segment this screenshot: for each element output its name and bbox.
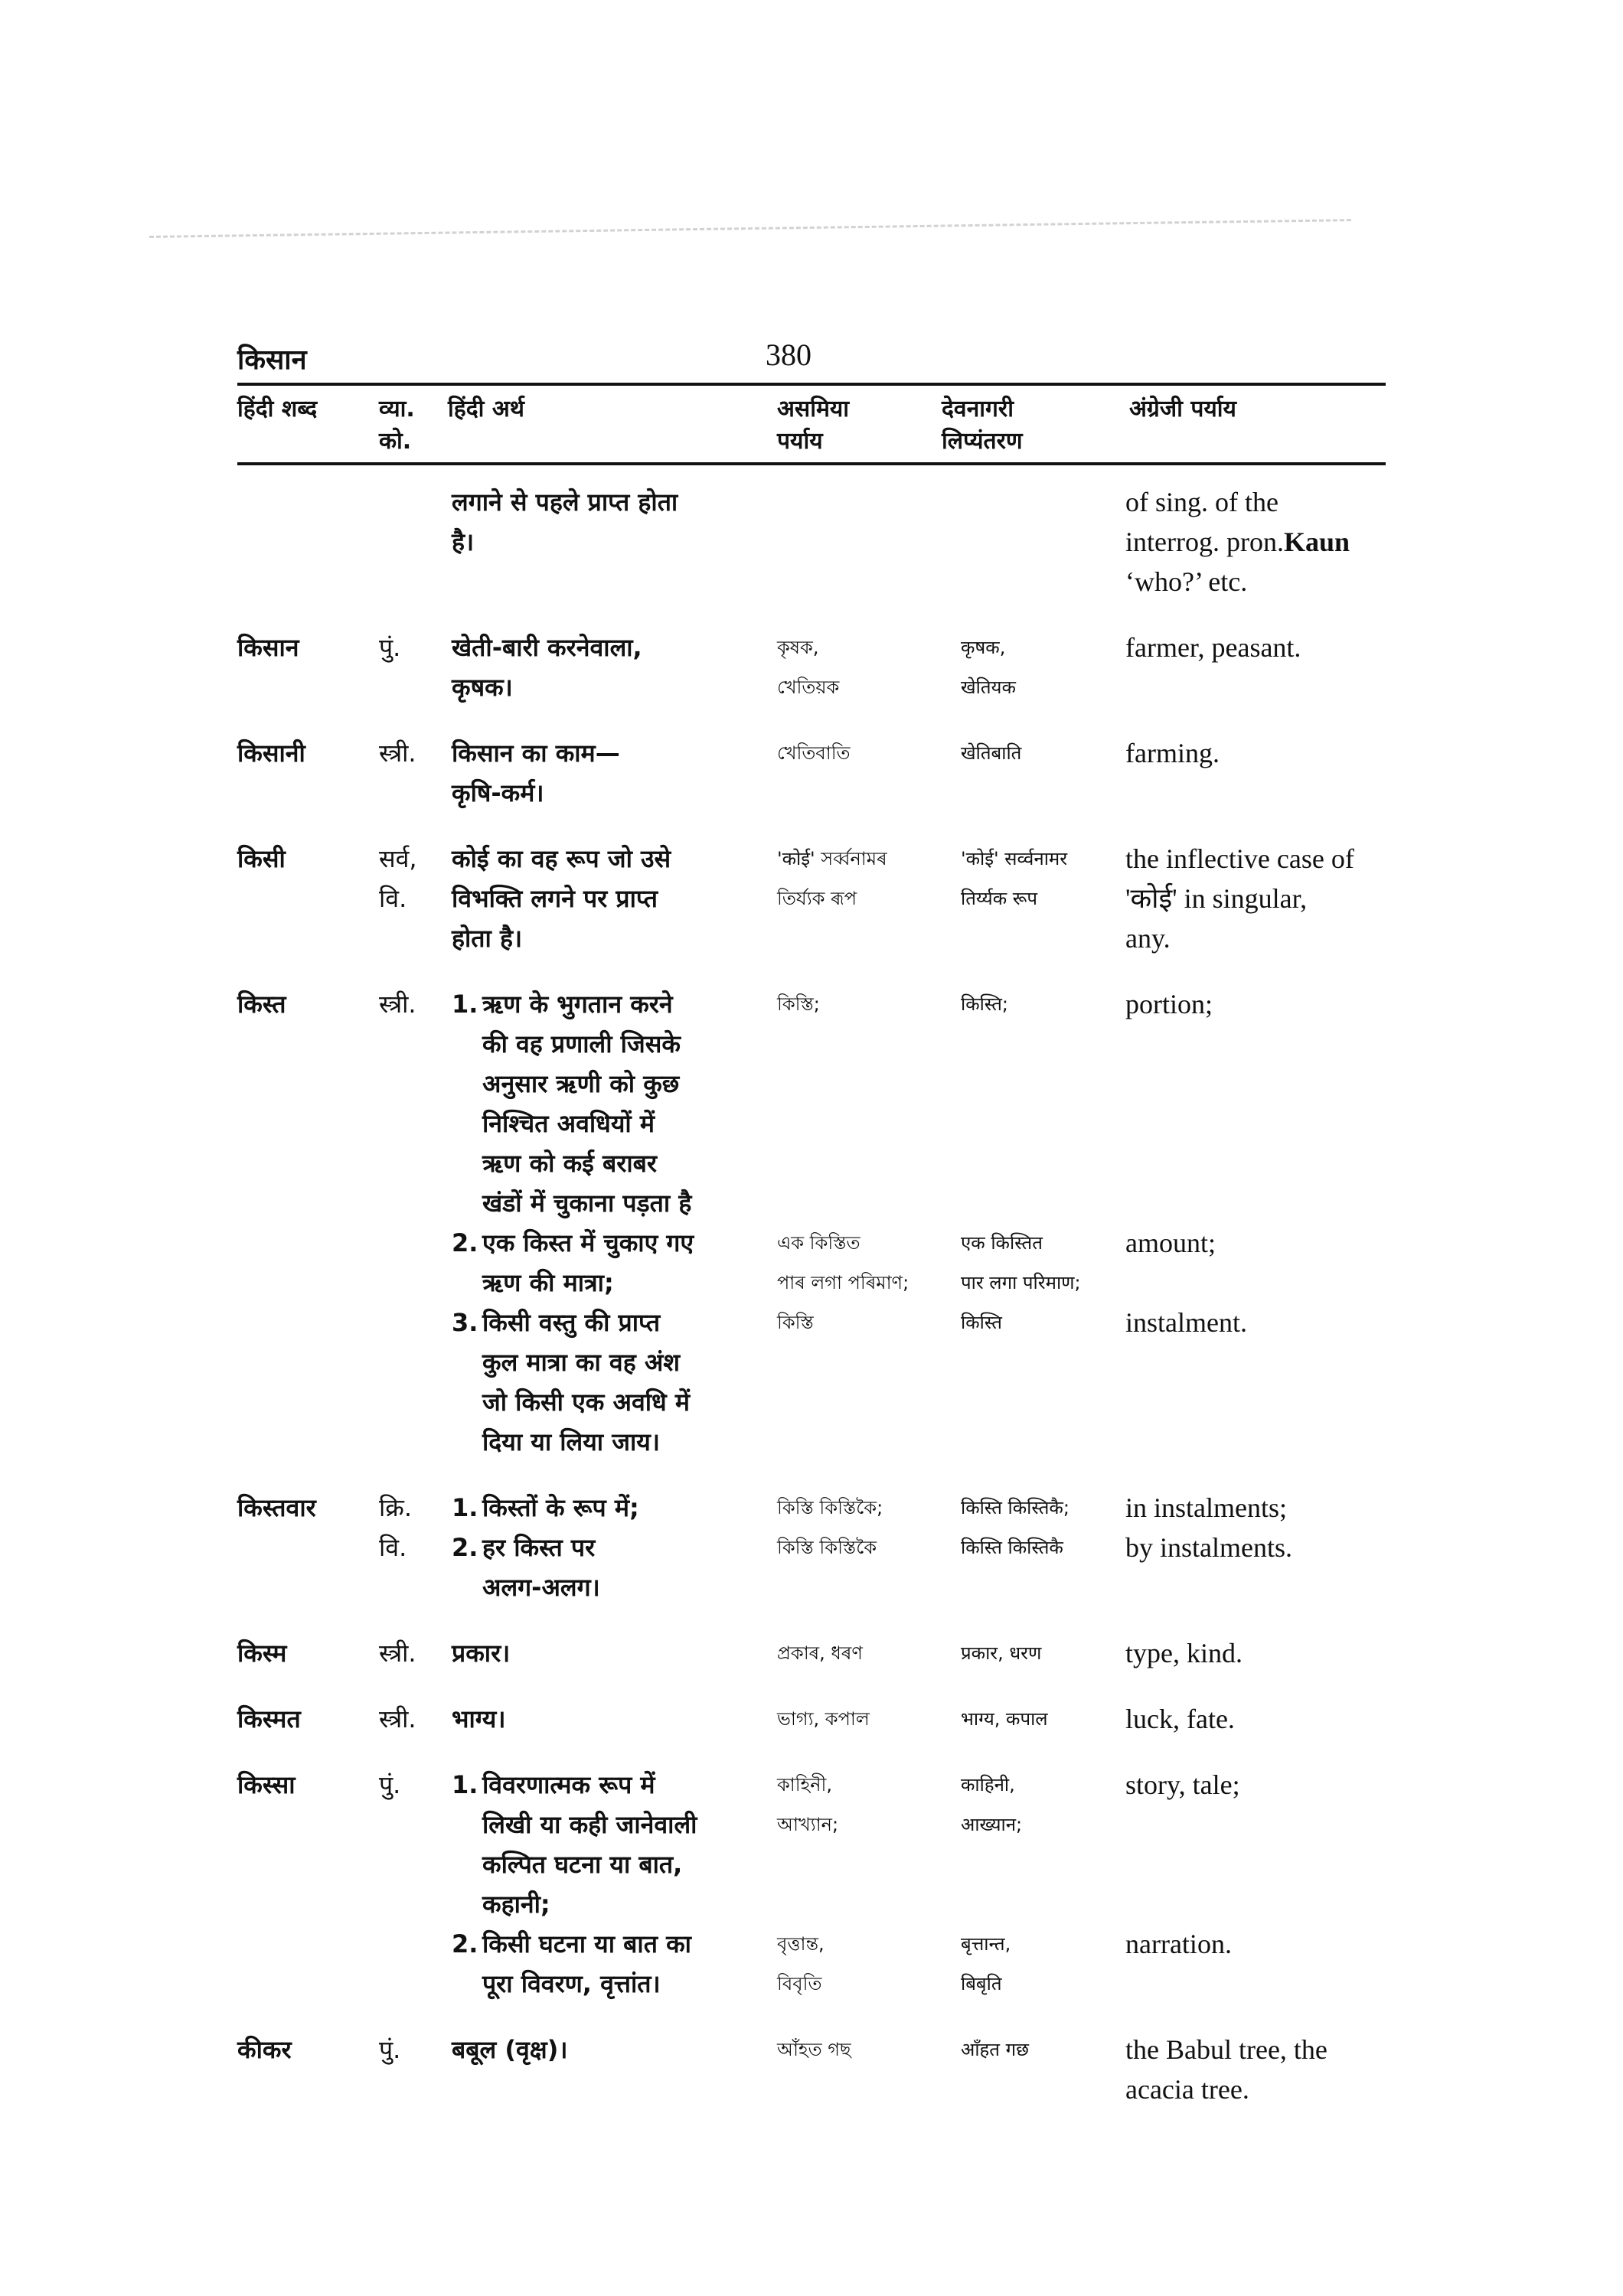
grammar-label: वि. (379, 884, 407, 913)
english-term: farming. (1125, 738, 1220, 768)
meaning-line: होता है। (452, 924, 523, 953)
devanagari-term: आँहत गछ (961, 2039, 1029, 2060)
dictionary-entry (237, 839, 1386, 958)
entry-headword: किसान (237, 633, 299, 662)
sense-number: 1. (452, 1770, 478, 1799)
dictionary-entry (237, 1765, 1386, 2004)
english-term: story, tale; (1125, 1769, 1240, 1800)
devanagari-term: किस्ति; (961, 993, 1008, 1015)
sense-text: हर किस्त पर (482, 1533, 596, 1562)
col-devanagari-1: देवनागरी (942, 396, 1014, 422)
dictionary-entry (237, 1488, 1386, 1607)
devanagari-term: खेतियक (961, 677, 1016, 698)
sense-continuation: जो किसी एक अवधि में (482, 1388, 690, 1417)
assamese-term: তিৰ্য্যক ৰূপ (777, 888, 857, 909)
grammar-label: पुं. (379, 633, 401, 662)
page-number: 380 (766, 338, 812, 372)
dictionary-page (237, 329, 1386, 2109)
assamese-term: আঁহত গছ (777, 2039, 851, 2060)
assamese-term: প্ৰকাৰ, ধৰণ (777, 1642, 863, 1664)
dictionary-entry (237, 2030, 1386, 2109)
english-term: type, kind. (1125, 1638, 1243, 1668)
assamese-term: বিবৃতি (777, 1973, 822, 1994)
entry-headword: किसानी (237, 739, 305, 768)
entry-headword: किस्म (237, 1639, 287, 1668)
assamese-term: খেতিয়ক (777, 677, 840, 698)
devanagari-term: बृत्तान्त, (961, 1933, 1011, 1955)
sense-number: 1. (452, 990, 478, 1019)
running-head (237, 329, 1386, 383)
meaning-line: लगाने से पहले प्राप्त होता (452, 488, 678, 517)
sense-continuation: कल्पित घटना या बात, (482, 1850, 683, 1879)
english-term: narration. (1125, 1929, 1232, 1959)
english-term: by instalments. (1125, 1532, 1292, 1563)
english-term: farmer, peasant. (1125, 632, 1301, 663)
entry-headword: किसी (237, 844, 286, 873)
meaning-line: किसान का काम— (452, 739, 620, 768)
grammar-label: स्त्री. (379, 1704, 416, 1733)
header-bottom-rule (237, 462, 1386, 465)
devanagari-term: बिबृति (961, 1973, 1002, 1994)
assamese-term: কাহিনী, (777, 1774, 833, 1795)
assamese-term: পাৰ লগা পৰিমাণ; (777, 1272, 909, 1293)
devanagari-term: काहिनी, (961, 1774, 1015, 1795)
col-assamese-1: असमिया (777, 396, 850, 422)
sense-continuation: निश्चित अवधियों में (482, 1109, 655, 1138)
dictionary-entry (237, 984, 1386, 1462)
devanagari-term: किस्ति (961, 1312, 1002, 1333)
english-term: the Babul tree, the (1125, 2034, 1327, 2065)
english-bold-text: Kaun (1283, 527, 1350, 557)
english-term: any. (1125, 923, 1171, 954)
english-term: in instalments; (1125, 1492, 1287, 1523)
sense-continuation: अलग-अलग। (482, 1573, 600, 1602)
sense-line (452, 1488, 639, 1528)
sense-number: 2. (452, 1228, 478, 1257)
sense-number: 3. (452, 1308, 478, 1337)
grammar-label: पुं. (379, 1770, 401, 1799)
entry-headword: किस्सा (237, 1770, 296, 1799)
assamese-term: কৃষক, (777, 637, 819, 658)
entry-headword: किस्तवार (237, 1493, 316, 1522)
sense-text: ऋण के भुगतान करने (482, 990, 673, 1019)
assamese-term: কিস্তি; (777, 993, 820, 1015)
assamese-term: 'कोई' সর্ব্বনামৰ (777, 848, 887, 869)
col-hindi-meaning: हिंदी अर्थ (448, 396, 524, 422)
grammar-label: पुं. (379, 2035, 401, 2064)
sense-line (452, 1765, 655, 1805)
english-term: ‘who?’ etc. (1125, 566, 1248, 597)
devanagari-term: कृषक, (961, 637, 1006, 658)
sense-number: 1. (452, 1493, 478, 1522)
sense-number: 2. (452, 1929, 478, 1958)
col-devanagari-2: लिप्यंतरण (942, 428, 1023, 455)
english-term: acacia tree. (1125, 2074, 1249, 2105)
entry-headword: किस्त (237, 990, 286, 1019)
assamese-term: কিস্তি কিস্তিকৈ; (777, 1497, 883, 1518)
assamese-term: কিস্তি কিস্তিকৈ (777, 1537, 877, 1558)
meaning-line: कृषि-कर्म। (452, 778, 544, 807)
meaning-line: बबूल (वृक्ष)। (452, 2035, 568, 2064)
assamese-term: আখ্যান; (777, 1814, 839, 1835)
entry-headword: किस्मत (237, 1704, 301, 1733)
devanagari-term: खेतिबाति (961, 742, 1022, 764)
sense-line (452, 1924, 691, 1964)
sense-text: किस्तों के रूप में; (482, 1493, 639, 1522)
english-term: luck, fate. (1125, 1704, 1235, 1734)
col-english: अंग्रेजी पर्याय (1129, 396, 1236, 422)
dictionary-entry (237, 628, 1386, 707)
assamese-term: বৃত্তান্ত, (777, 1933, 825, 1955)
sense-line (452, 984, 673, 1024)
assamese-term: এক কিস্তিত (777, 1232, 860, 1254)
col-hindi-word: हिंदी शब्द (237, 396, 318, 422)
dictionary-entry (237, 482, 1386, 602)
sense-continuation: कुल मात्रा का वह अंश (482, 1348, 681, 1377)
sense-text: एक किस्त में चुकाए गए (482, 1228, 694, 1257)
meaning-line: खेती-बारी करनेवाला, (452, 633, 642, 662)
scan-artifact-line (149, 219, 1351, 238)
meaning-line: भाग्य। (452, 1704, 506, 1733)
sense-text: किसी घटना या बात का (482, 1929, 691, 1958)
sense-continuation: ऋण को कई बराबर (482, 1149, 658, 1178)
col-grammar-1: व्या. (379, 396, 415, 422)
grammar-label: स्त्री. (379, 739, 416, 768)
devanagari-term: आख्यान; (961, 1814, 1023, 1835)
english-term: of sing. of the (1125, 487, 1278, 517)
assamese-term: কিস্তি (777, 1312, 814, 1333)
devanagari-term: प्रकार, धरण (961, 1642, 1042, 1664)
sense-line (452, 1528, 595, 1567)
sense-continuation: खंडों में चुकाना पड़ता है (482, 1189, 692, 1218)
english-term (1125, 522, 1350, 562)
assamese-term: খেতিবাতি (777, 742, 851, 764)
entry-headword: कीकर (237, 2035, 292, 2064)
dictionary-entry (237, 733, 1386, 813)
sense-continuation: लिखी या कही जानेवाली (482, 1810, 697, 1839)
devanagari-term: एक किस्तित (961, 1232, 1043, 1254)
devanagari-term: किस्ति किस्तिकै; (961, 1497, 1069, 1518)
meaning-line: विभक्ति लगने पर प्राप्त (452, 884, 658, 913)
column-header (237, 386, 1386, 462)
english-term: the inflective case of (1125, 843, 1354, 874)
sense-continuation: पूरा विवरण, वृत्तांत। (482, 1969, 661, 1998)
entry-list (237, 482, 1386, 2109)
devanagari-term: किस्ति किस्तिकै (961, 1537, 1063, 1558)
devanagari-term: 'कोई' सर्व्वनामर (961, 848, 1068, 869)
devanagari-term: भाग्य, कपाल (961, 1708, 1048, 1730)
grammar-label: सर्व, (379, 844, 417, 873)
english-term: 'कोई' in singular, (1125, 883, 1308, 914)
sense-line (452, 1223, 694, 1263)
english-term: portion; (1125, 989, 1213, 1019)
sense-text: किसी वस्तु की प्राप्त (482, 1308, 661, 1337)
running-headword: किसान (237, 344, 307, 376)
grammar-label: स्त्री. (379, 1639, 416, 1668)
sense-continuation: की वह प्रणाली जिसके (482, 1029, 681, 1058)
col-assamese-2: पर्याय (777, 428, 823, 455)
english-term: amount; (1125, 1228, 1216, 1258)
sense-text: विवरणात्मक रूप में (482, 1770, 655, 1799)
sense-continuation: अनुसार ऋणी को कुछ (482, 1069, 680, 1098)
english-text: interrog. pron. (1125, 527, 1284, 557)
grammar-label: वि. (379, 1533, 407, 1562)
sense-continuation: ऋण की मात्रा; (482, 1268, 614, 1297)
meaning-line: कोई का वह रूप जो उसे (452, 844, 671, 873)
grammar-label: स्त्री. (379, 990, 416, 1019)
devanagari-term: पार लगा परिमाण; (961, 1272, 1081, 1293)
grammar-label: क्रि. (379, 1493, 413, 1522)
sense-continuation: दिया या लिया जाय। (482, 1427, 660, 1456)
sense-line (452, 1303, 660, 1342)
devanagari-term: तिर्य्यक रूप (961, 888, 1038, 909)
meaning-line: कृषक। (452, 673, 513, 702)
sense-continuation: कहानी; (482, 1890, 550, 1919)
meaning-line: है। (452, 527, 475, 556)
meaning-line: प्रकार। (452, 1639, 511, 1668)
dictionary-entry (237, 1699, 1386, 1739)
assamese-term: ভাগ্য, কপাল (777, 1708, 870, 1730)
english-term: instalment. (1125, 1307, 1247, 1338)
col-grammar-2: को. (379, 428, 412, 455)
sense-number: 2. (452, 1533, 478, 1562)
dictionary-entry (237, 1633, 1386, 1673)
